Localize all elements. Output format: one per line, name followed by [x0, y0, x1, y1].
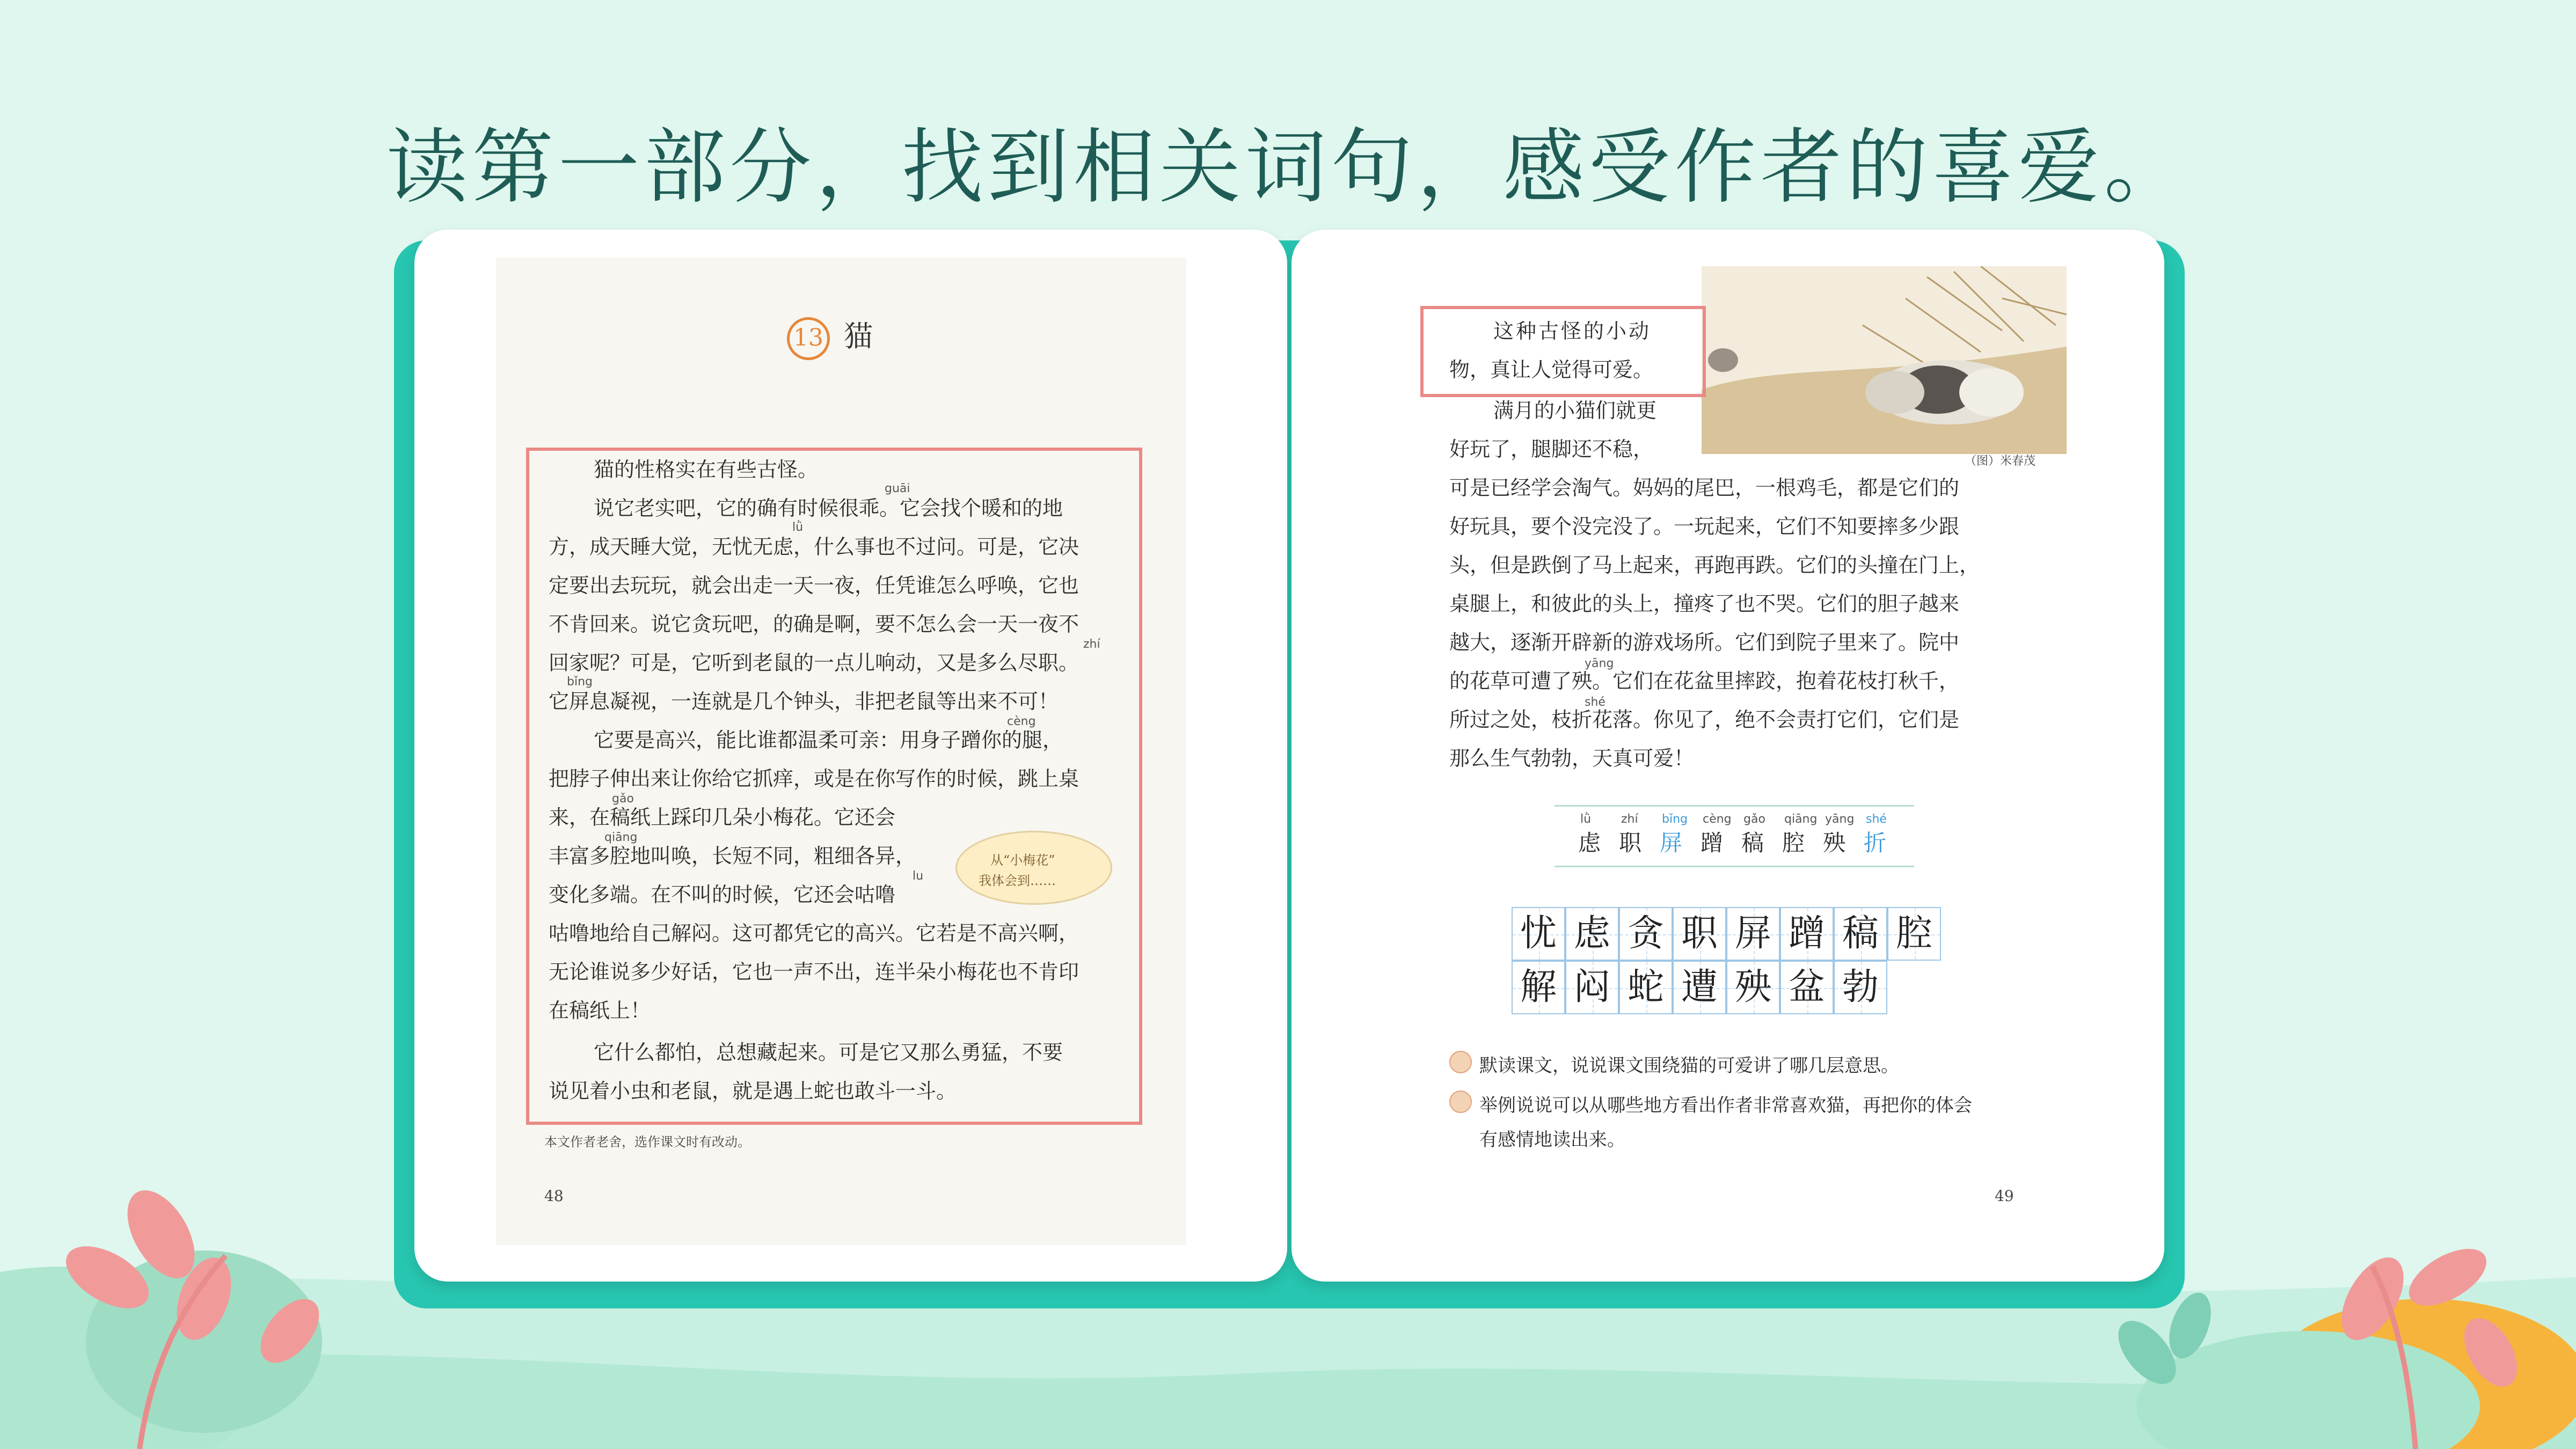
grid-cell [1834, 961, 1887, 1014]
left-line-13: 咕噜地给自己解闷。这可都凭它的高兴。它若是不高兴啊， [549, 921, 1079, 945]
vocab-char: 殃 [1823, 830, 1846, 856]
pinyin-she: shé [1585, 696, 1606, 709]
pinyin-lv: lǜ [792, 521, 804, 534]
vocab-char: 稿 [1741, 830, 1764, 856]
left-line-14: 无论谁说多少好话，它也一声不出，连半朵小梅花也不肯印 [549, 960, 1079, 984]
grid-cell [1780, 961, 1834, 1014]
right-line-1: 可是已经学会淘气。妈妈的尾巴，一根鸡毛，都是它们的 [1449, 476, 1960, 500]
grid-cell [1565, 907, 1619, 961]
grid-cell [1673, 907, 1726, 961]
pinyin-guai: guāi [885, 482, 910, 495]
left-line-17: 说见着小虫和老鼠，就是遇上蛇也敢斗一斗。 [549, 1079, 957, 1103]
left-line-12: 变化多端。在不叫的时候，它还会咕噜 [549, 883, 896, 906]
right-line-5: 越大，逐渐开辟新的游戏场所。它们到院子里来了。院中 [1449, 631, 1960, 654]
left-line-1: 猫的性格实在有些古怪。 [594, 458, 819, 481]
grid-char: 蛇 [1627, 966, 1664, 1008]
grid-cell [1780, 907, 1834, 961]
page-title: 读第一部分，找到相关词句，感受作者的喜爱。 [386, 120, 2190, 215]
pinyin-qiang: qiāng [604, 831, 638, 844]
grid-char: 屏 [1734, 912, 1771, 955]
vocab-pinyin: bǐng [1662, 813, 1688, 826]
left-line-4: 定要出去玩玩，就会出走一天一夜，任凭谁怎么呼唤，它也 [549, 574, 1079, 597]
vocab-char: 折 [1864, 830, 1887, 856]
pinyin-ceng: cèng [1007, 715, 1036, 728]
pinyin-zhi: zhí [1083, 638, 1100, 651]
grid-cell [1512, 907, 1565, 961]
left-line-15: 在稿纸上！ [549, 999, 651, 1022]
grid-cell [1673, 961, 1726, 1014]
bubble-line-2: 我体会到…… [979, 873, 1056, 888]
grid-char: 稿 [1842, 912, 1879, 955]
vocab-pinyin: shé [1866, 813, 1887, 826]
right-line-7: 所过之处，枝折花落。你见了，绝不会责打它们，它们是 [1449, 708, 1960, 731]
pinyin-lu: lu [913, 869, 924, 883]
grid-char: 遭 [1681, 966, 1718, 1008]
vocab-pinyin: cèng [1703, 813, 1732, 826]
question-2-line-1: 举例说说可以从哪些地方看出作者非常喜欢猫，再把你的体会 [1479, 1095, 1972, 1116]
left-line-10: 来，在稿纸上踩印几朵小梅花。它还会 [549, 806, 896, 829]
question-icon [1449, 1051, 1472, 1073]
grid-char: 解 [1520, 966, 1557, 1008]
lesson-heading [787, 313, 873, 360]
right-line-3: 头，但是跌倒了马上起来，再跑再跌。它们的头撞在门上， [1449, 553, 1980, 577]
left-line-11: 丰富多腔地叫唤，长短不同，粗细各异， [549, 844, 916, 868]
left-line-6: 回家呢？可是，它听到老鼠的一点儿响动，又是多么尽职。 [549, 651, 1079, 675]
grid-cell [1619, 961, 1673, 1014]
lesson-title: 猫 [844, 319, 873, 353]
left-line-16: 它什么都怕，总想藏起来。可是它又那么勇猛，不要 [594, 1041, 1063, 1064]
question-1: 默读课文，说说课文围绕猫的可爱讲了哪几层意思。 [1479, 1055, 1899, 1077]
left-line-3: 方，成天睡大觉，无忧无虑，什么事也不过问。可是，它决 [549, 535, 1079, 559]
grid-cell [1726, 961, 1780, 1014]
right-page-number: 49 [1995, 1187, 2014, 1205]
grid-cell [1565, 961, 1619, 1014]
cat-illustration [1702, 266, 2067, 454]
vocab-char: 虑 [1578, 830, 1601, 856]
vocab-char: 蹭 [1701, 830, 1724, 856]
grid-char: 勃 [1842, 966, 1879, 1008]
grid-char: 职 [1681, 912, 1718, 955]
vocab-pinyin: gǎo [1743, 813, 1765, 826]
grid-cell [1887, 907, 1941, 961]
vocab-pinyin: qiāng [1784, 813, 1818, 826]
footnote: 本文作者老舍，选作课文时有改动。 [544, 1135, 750, 1150]
grid-char: 闷 [1573, 966, 1610, 1008]
pinyin-gao: gǎo [612, 792, 634, 806]
vocab-char: 腔 [1782, 830, 1805, 856]
vocab-bar [1555, 805, 1914, 867]
grid-cell [1834, 907, 1887, 961]
intro-line-1: 满月的小猫们就更 [1493, 399, 1657, 422]
grid-char: 腔 [1895, 912, 1932, 955]
grid-char: 蹭 [1788, 912, 1825, 955]
question-2-line-2: 有感情地读出来。 [1479, 1129, 1625, 1151]
vocab-pinyin: zhí [1621, 813, 1638, 826]
vocab-char: 屏 [1660, 830, 1683, 856]
grid-char: 殃 [1734, 966, 1771, 1008]
grid-char: 虑 [1573, 912, 1610, 955]
highlight-line-1: 这种古怪的小动 [1493, 319, 1652, 343]
right-line-4: 桌腿上，和彼此的头上，撞疼了也不哭。它们的胆子越来 [1449, 592, 1960, 616]
pinyin-bing: bǐng [567, 675, 593, 689]
bubble-line-1: 从“小梅花” [990, 853, 1055, 868]
left-line-2: 说它老实吧，它的确有时候很乖。它会找个暖和的地 [594, 496, 1063, 520]
left-line-8: 它要是高兴，能比谁都温柔可亲：用身子蹭你的腿， [594, 728, 1063, 752]
right-line-8: 那么生气勃勃，天真可爱！ [1449, 747, 1695, 770]
right-line-2: 好玩具，要个没完没了。一玩起来，它们不知要摔多少跟 [1449, 515, 1960, 538]
lesson-number-badge: 13 [787, 317, 830, 360]
left-line-9: 把脖子伸出来让你给它抓痒，或是在你写作的时候，跳上桌 [549, 767, 1079, 791]
vocab-pinyin: yāng [1825, 813, 1855, 826]
left-page-number: 48 [544, 1187, 564, 1205]
intro-line-2: 好玩了，腿脚还不稳， [1449, 437, 1654, 461]
vocab-pinyin: lǜ [1580, 813, 1592, 826]
highlight-line-2: 物，真让人觉得可爱。 [1449, 358, 1654, 382]
question-icon [1449, 1091, 1472, 1113]
grid-cell [1726, 907, 1780, 961]
grid-cell [1619, 907, 1673, 961]
right-line-6: 的花草可遭了殃。它们在花盆里摔跤，抱着花枝打秋千， [1449, 669, 1960, 693]
left-line-7: 它屏息凝视，一连就是几个钟头，非把老鼠等出来不可！ [549, 690, 1059, 713]
vocab-char: 职 [1619, 830, 1642, 856]
thought-bubble [955, 831, 1112, 905]
pinyin-yang: yāng [1585, 657, 1614, 670]
grid-char: 贪 [1627, 912, 1664, 955]
grid-cell [1512, 961, 1565, 1014]
left-line-5: 不肯回来。说它贪玩吧，的确是啊，要不怎么会一天一夜不 [549, 612, 1079, 636]
grid-char: 忧 [1520, 912, 1557, 955]
grid-char: 盆 [1788, 966, 1825, 1008]
illustration-caption: （图）米春茂 [1965, 455, 2036, 468]
